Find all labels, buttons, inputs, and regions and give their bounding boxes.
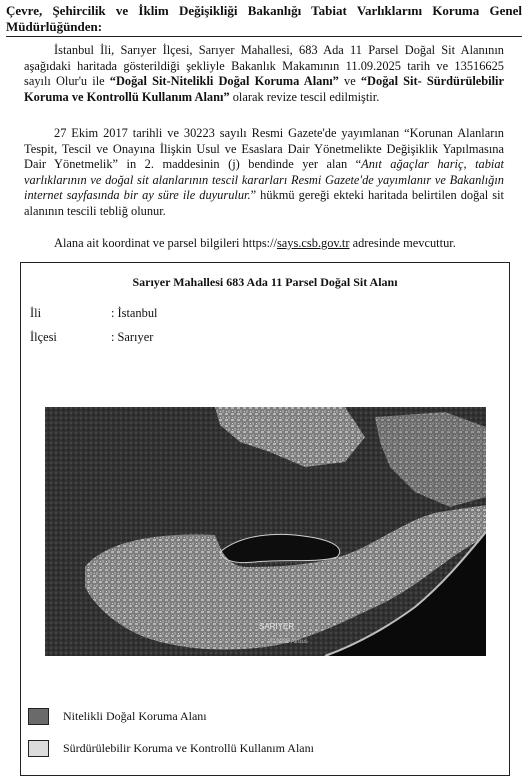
p1-bold-area-2: “Doğal Sit- Sürdürülebilir Koruma ve Kontrollü Kullanım Alanı” — [24, 74, 504, 104]
ilce-value: : Sarıyer — [111, 330, 154, 344]
map-place-label: SARIYER — [259, 622, 295, 631]
header-line-1: Çevre, Şehircilik ve İklim Değişikliği Bakanlığı Tabiat Varlıklarını Koruma Genel — [6, 3, 522, 18]
map-credit: © 2025 Airbus — [270, 639, 308, 645]
p1-bold-area-1: “Doğal Sit-Nitelikli Doğal Koruma Alanı” — [109, 74, 339, 89]
map-panel — [20, 262, 510, 776]
legend-label-nitelikli: Nitelikli Doğal Koruma Alanı — [63, 709, 207, 723]
header-line-2: Müdürlüğünden: — [6, 19, 103, 34]
announcement-header — [6, 3, 522, 35]
p1-mid: ve — [338, 74, 361, 89]
p2-italic-quote: Anıt ağaçlar hariç, tabiat varlıklarının ve doğal sit alanlarının tescil kararları Resmi Gazete'de yayımlanır ve Bakanlığın internet sayfasında bir ay süre ile duyurulur. — [24, 157, 505, 203]
p2-end: ” hükmü gereği ekteki haritada belirtilen doğal sit alanının tescili tebliğ olunur. — [24, 188, 504, 218]
p3-text: Alana ait koordinat ve parsel bilgileri https:// — [54, 236, 277, 250]
legend-swatch-dark — [28, 708, 49, 725]
legend-swatch-light — [28, 740, 49, 757]
info-row-ilce — [30, 330, 153, 345]
p3-end: adresinde mevcuttur. — [349, 236, 456, 250]
paragraph-info-link — [24, 236, 504, 252]
p1-text: İstanbul İli, Sarıyer İlçesi, Sarıyer Mahallesi, 683 Ada 11 Parsel Doğal Sit Alanının aşağıdaki haritada gösterildiği şekliyle Bakanlık Makamının 11.09.2025 tarih ve 13516625 sayılı Olur'u ile — [24, 43, 504, 89]
header-rule — [6, 36, 522, 37]
info-row-il — [30, 306, 157, 321]
p2-text: 27 Ekim 2017 tarihli ve 30223 sayılı Resmi Gazete'de yayımlanan “Korunan Alanların Tespit, Tescil ve Onayına İlişkin Usul ve Esaslara Dair Yönetmelikte Değişiklik Yapılmasına Dair Yönetmelik” in 2. maddesinin (j) bendinde yer alan “ — [24, 126, 504, 172]
map-title: Sarıyer Mahallesi 683 Ada 11 Parsel Doğal Sit Alanı — [132, 275, 398, 289]
says-link[interactable]: says.csb.gov.tr — [276, 236, 350, 250]
satellite-map-image — [45, 407, 486, 656]
il-value: : İstanbul — [111, 306, 158, 320]
satellite-map-svg — [45, 407, 486, 656]
ilce-label: İlçesi — [30, 330, 57, 344]
legend-label-surdurulebilir: Sürdürülebilir Koruma ve Kontrollü Kullanım Alanı — [63, 741, 314, 755]
p1-end: olarak revize tescil edilmiştir. — [229, 89, 380, 104]
paragraph-regulation — [24, 126, 504, 220]
paragraph-registration — [24, 43, 504, 105]
il-label: İli — [30, 306, 42, 320]
